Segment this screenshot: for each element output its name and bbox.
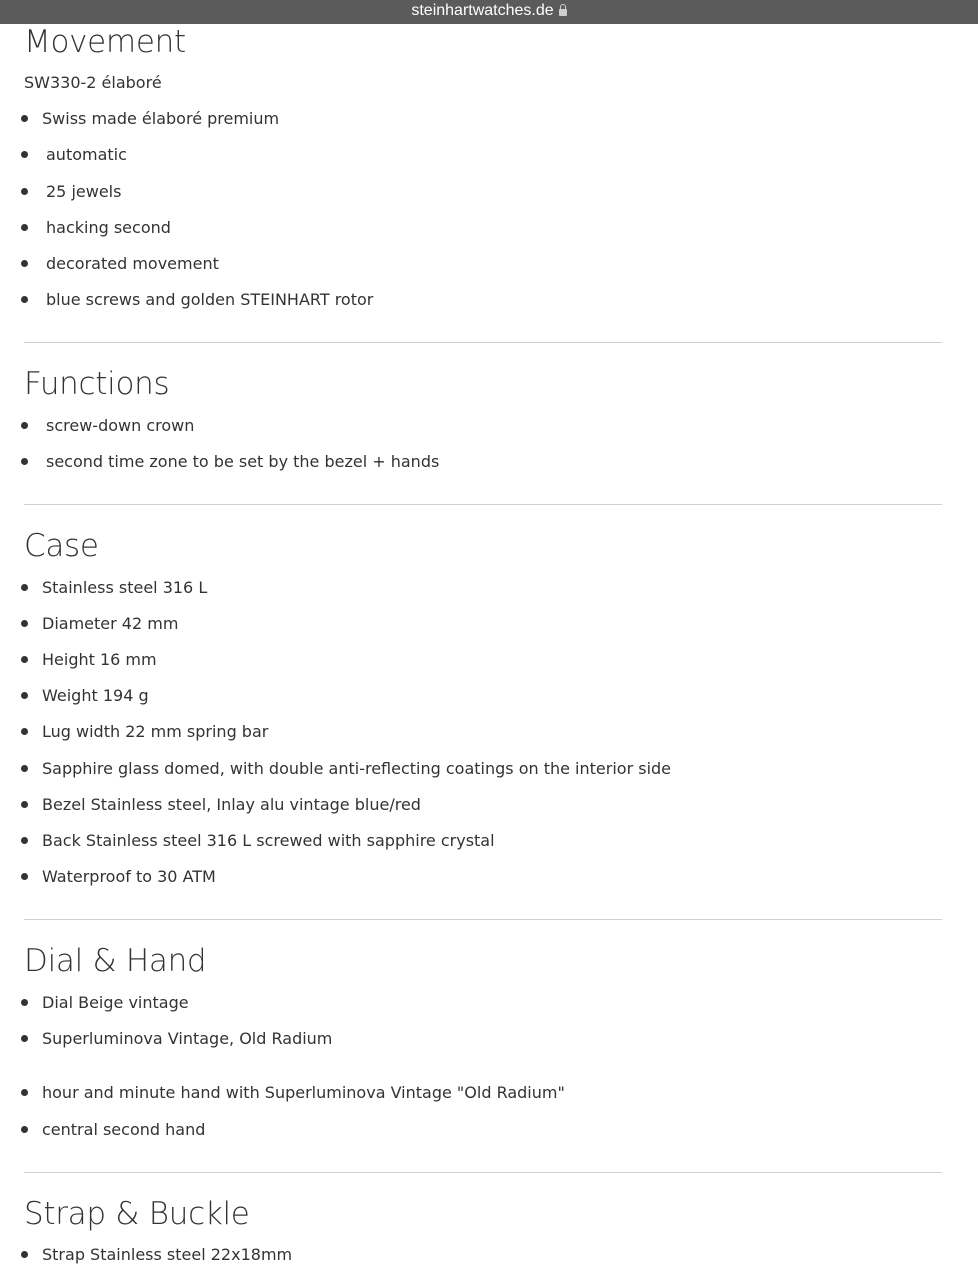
section-divider	[24, 342, 942, 343]
section-title-functions: Functions	[24, 366, 170, 402]
bullet-icon	[21, 260, 28, 267]
list-item: hour and minute hand with Superluminova Vintage "Old Radium"	[21, 1083, 565, 1103]
list-item: Swiss made élaboré premium	[21, 109, 279, 129]
bullet-icon	[21, 692, 28, 699]
bullet-icon	[21, 584, 28, 591]
bullet-icon	[21, 1035, 28, 1042]
bullet-icon	[21, 188, 28, 195]
list-item: automatic	[21, 145, 127, 165]
list-item: blue screws and golden STEINHART rotor	[21, 290, 373, 310]
bullet-icon	[21, 224, 28, 231]
list-item: Back Stainless steel 316 L screwed with sapphire crystal	[21, 831, 495, 851]
bullet-icon	[21, 422, 28, 429]
bullet-icon	[21, 873, 28, 880]
section-divider	[24, 504, 942, 505]
bullet-icon	[21, 765, 28, 772]
bullet-icon	[21, 620, 28, 627]
list-item: second time zone to be set by the bezel + hands	[21, 452, 439, 472]
bullet-icon	[21, 1089, 28, 1096]
section-divider	[24, 919, 942, 920]
lock-icon	[559, 9, 567, 16]
bullet-icon	[21, 728, 28, 735]
list-item: hacking second	[21, 218, 171, 238]
movement-subtitle: SW330-2 élaboré	[24, 73, 162, 92]
list-item: Weight 194 g	[21, 686, 149, 706]
list-item: Waterproof to 30 ATM	[21, 867, 216, 887]
list-item: Dial Beige vintage	[21, 993, 189, 1013]
bullet-icon	[21, 151, 28, 158]
list-item: Superluminova Vintage, Old Radium	[21, 1029, 332, 1049]
list-item: Height 16 mm	[21, 650, 157, 670]
url-bar[interactable]	[0, 0, 978, 24]
bullet-icon	[21, 656, 28, 663]
list-item: Strap Stainless steel 22x18mm	[21, 1245, 292, 1265]
url-text[interactable]: steinhartwatches.de	[411, 2, 554, 19]
bullet-icon	[21, 296, 28, 303]
list-item: 25 jewels	[21, 182, 121, 202]
list-item: screw-down crown	[21, 416, 194, 436]
bullet-icon	[21, 115, 28, 122]
bullet-icon	[21, 1126, 28, 1133]
bullet-icon	[21, 837, 28, 844]
bullet-icon	[21, 999, 28, 1006]
bullet-icon	[21, 458, 28, 465]
list-item: Stainless steel 316 L	[21, 578, 207, 598]
list-item: Bezel Stainless steel, Inlay alu vintage blue/red	[21, 795, 421, 815]
list-item: decorated movement	[21, 254, 219, 274]
section-title-strap-buckle: Strap & Buckle	[24, 1196, 250, 1232]
list-item: Lug width 22 mm spring bar	[21, 722, 268, 742]
bullet-icon	[21, 1251, 28, 1258]
section-title-dial-hand: Dial & Hand	[24, 943, 207, 979]
section-divider	[24, 1172, 942, 1173]
list-item: Diameter 42 mm	[21, 614, 178, 634]
section-title-movement: Movement	[24, 24, 186, 60]
section-title-case: Case	[24, 528, 99, 564]
list-item: Sapphire glass domed, with double anti-reflecting coatings on the interior side	[21, 759, 671, 779]
list-item: central second hand	[21, 1120, 205, 1140]
bullet-icon	[21, 801, 28, 808]
